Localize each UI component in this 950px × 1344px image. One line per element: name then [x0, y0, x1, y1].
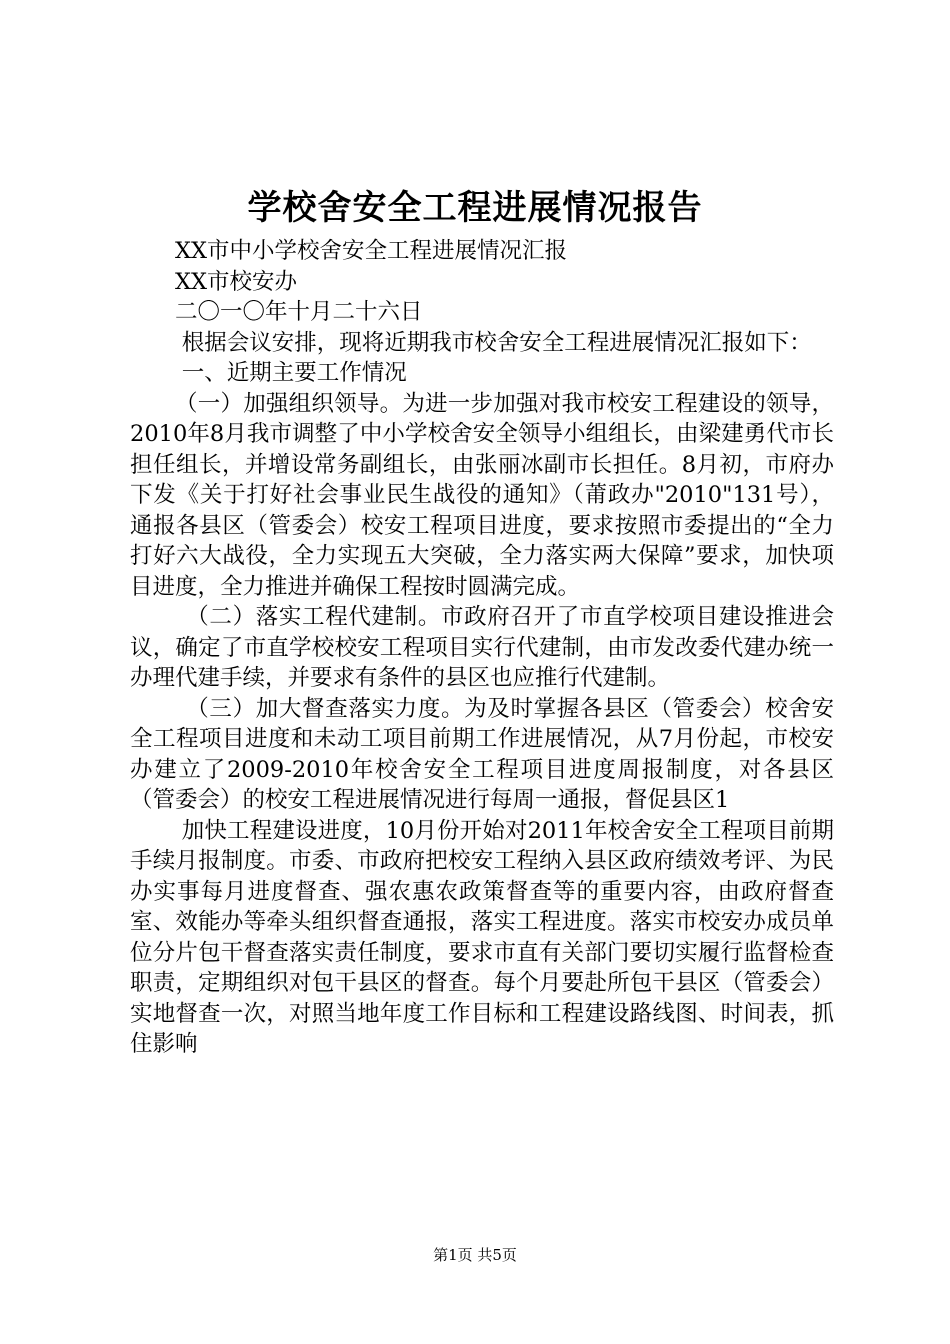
paragraph-item-1: （一）加强组织领导。为进一步加强对我市校安工程建设的领导，2010年8月我市调整了中小学校舍安全领导小组组长，由梁建勇代市长担任组长，并增设常务副组长，由张丽冰副市长担任。8月初，市府办下发《关于打好社会事业民生战役的通知》（莆政办"2010"131号），通报各县区（管委会）校安工程项目进度，要求按照市委提出的“全力打好六大战役，全力实现五大突破，全力落实两大保障”要求，加快项目进度，全力推进并确保工程按时圆满完成。 [130, 390, 834, 600]
paragraph-item-3: （三）加大督查落实力度。为及时掌握各县区（管委会）校舍安全工程项目进度和未动工项目前期工作进展情况，从7月份起，市校安办建立了2009-2010年校舍安全工程项目进度周报制度，对各县区（管委会）的校安工程进展情况进行每周一通报，督促县区1 [130, 695, 834, 813]
paragraph-item-2: （二）落实工程代建制。市政府召开了市直学校项目建设推进会议，确定了市直学校校安工程项目实行代建制，由市发改委代建办统一办理代建手续，并要求有条件的县区也应推行代建制。 [130, 604, 834, 691]
paragraph-intro: 根据会议安排，现将近期我市校舍安全工程进展情况汇报如下： [181, 329, 812, 356]
paragraph-date: 二〇一〇年十月二十六日 [175, 299, 423, 325]
document-title: 学校舍安全工程进展情况报告 [247, 188, 703, 228]
document-body [130, 236, 834, 1060]
paragraph-issuer: XX市校安办 [175, 268, 298, 295]
paragraph-report-heading: XX市中小学校舍安全工程进展情况汇报 [175, 238, 568, 264]
page-footer: 第1页 共5页 [433, 1246, 517, 1264]
paragraph-continuation: 加快工程建设进度，10月份开始对2011年校舍安全工程项目前期手续月报制度。市委、市政府把校安工程纳入县区政府绩效考评、为民办实事每月进度督查、强农惠农政策督查等的重要内容，由政府督查室、效能办等牵头组织督查通报，落实工程进度。落实市校安办成员单位分片包干督查落实责任制度，要求市直有关部门要切实履行监督检查职责，定期组织对包干县区的督查。每个月要赴所包干县区（管委会）实地督查一次，对照当地年度工作目标和工程建设路线图、时间表，抓住影响 [130, 817, 834, 1057]
section-heading-1: 一、近期主要工作情况 [181, 360, 407, 386]
